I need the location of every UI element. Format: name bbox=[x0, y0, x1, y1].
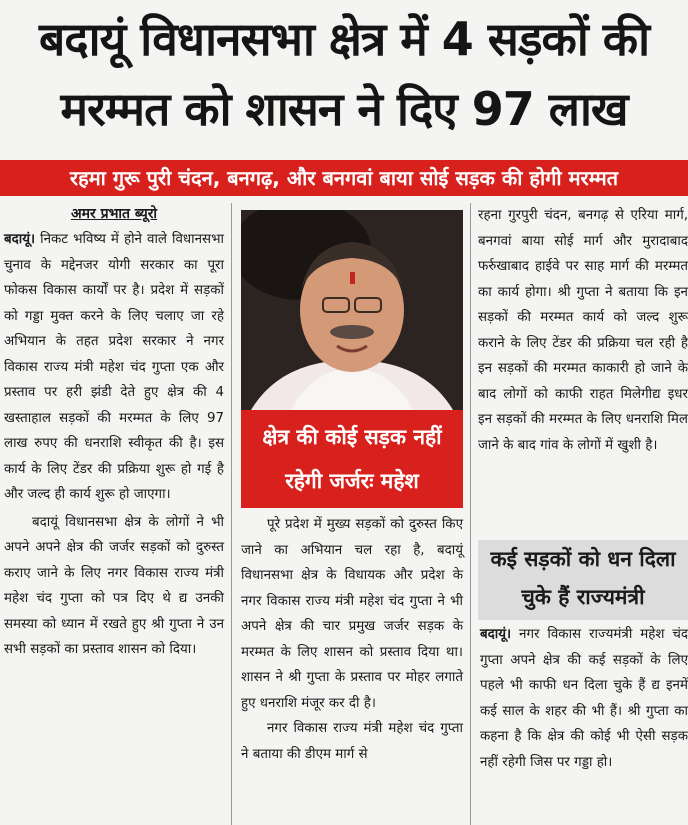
headline-line-2: मरम्मत को शासन ने दिए 97 लाख bbox=[60, 82, 628, 136]
dateline: बदायूं। bbox=[4, 232, 36, 247]
sidebox-heading-line-1: कई सड़कों को धन दिला bbox=[490, 547, 676, 571]
sidebox-heading-line-2: चुके हैं राज्यमंत्री bbox=[521, 585, 645, 609]
portrait-image bbox=[241, 210, 463, 410]
sidebox-heading bbox=[478, 540, 688, 620]
column-divider bbox=[470, 203, 471, 825]
article-column-1 bbox=[4, 203, 224, 663]
portrait-photo bbox=[241, 210, 463, 410]
headline-line-1: बदायूं विधानसभा क्षेत्र में 4 सड़कों की bbox=[38, 12, 650, 66]
headline bbox=[0, 0, 688, 150]
paragraph-text: नगर विकास राज्यमंत्री महेश चंद गुप्ता अपने क्षेत्र की कई सड़कों के लिए पहले भी काफी धन दिला चुके हैं द्य इनमें कई साल के शहर की भी हैं। श्री गुप्ता का कहना है कि क्षेत्र की कोई भी ऐसी सड़क नहीं रहेगी जिस पर गड्डा हो। bbox=[480, 627, 688, 770]
pull-quote-line-1: क्षेत्र की कोई सड़क नहीं bbox=[262, 425, 442, 449]
paragraph: पूरे प्रदेश में मुख्य सड़कों को दुरुस्त किए जाने का अभियान चल रहा है, बदायूं विधानसभा क्षेत्र के विधायक और प्रदेश के नगर विकास राज्य मंत्री महेश चंद गुप्ता ने भी अपने क्षेत्र की चार प्रमुख जर्जर सड़क के मरम्मत के लिए शासन को प्रस्ताव दिया था। शासन ने श्री गुप्ता के प्रस्ताव पर मोहर लगाते हुए धनराशि मंजूर कर दी है। bbox=[241, 517, 463, 711]
paragraph bbox=[480, 622, 688, 775]
sidebox-body bbox=[480, 622, 688, 775]
paragraph: नगर विकास राज्य मंत्री महेश चंद गुप्ता ने बताया की डीएम मार्ग से bbox=[241, 721, 463, 762]
article-column-3 bbox=[478, 203, 688, 458]
dateline: बदायूं। bbox=[480, 627, 512, 642]
paragraph: रहना गुरपुरी चंदन, बनगढ़ से एरिया मार्ग, बनगवां बाया सोई मार्ग और मुरादाबाद फर्रुखाबाद हाईवे पर साह मार्ग की मरम्मत का कार्य होगा। श्री गुप्ता ने बताया कि इन सड़कों की मरम्मत कार्य को जल्द शुरू कराने के लिए टेंडर की प्रक्रिया चल रही है इन सड़कों की मरम्मत काकारी हो जाने के बाद लोगों को काफी राहत मिलेगीद्य इधर इन सड़कों की मरम्मत के लिए धनराशि मिल जाने के बाद गांव के लोगों में खुशी है। bbox=[478, 208, 688, 453]
subheadline-bar: रहमा गुरू पुरी चंदन, बनगढ़, और बनगवां बाया सोई सड़क की होगी मरम्मत bbox=[0, 160, 688, 196]
paragraph bbox=[4, 227, 224, 508]
column-divider bbox=[231, 203, 232, 825]
paragraph-text: निकट भविष्य में होने वाले विधानसभा चुनाव के मद्देनजर योगी सरकार का पूरा फोकस विकास कार्यों पर है। प्रदेश में सड़कों को गड्डा मुक्त करने के लिए चलाए जा रहे अभियान के तहत प्रदेश सरकार ने नगर विकास राज्य मंत्री महेश चंद गुप्ता एक और प्रस्ताव पर हरी झंडी देते हुए क्षेत्र की 4 खस्ताहाल सड़कों की मरम्मत के लिए 97 लाख रुपए की धनराशि स्वीकृत की है। इस कार्य के लिए टेंडर की प्रक्रिया शुरू हो गई है और जल्द ही कार्य शुरू हो जाएगा। bbox=[4, 232, 224, 502]
pull-quote bbox=[241, 410, 463, 508]
article-column-2 bbox=[241, 512, 463, 767]
paragraph: बदायूं विधानसभा क्षेत्र के लोगों ने भी अपने अपने क्षेत्र की जर्जर सड़कों को दुरुस्त कराए जाने के लिए नगर विकास राज्य मंत्री महेश चंद गुप्ता को पत्र दिए थे द्य उनकी समस्या को ध्यान में रखते हुए श्री गुप्ता ने उन सभी सड़कों का प्रस्ताव शासन को दिया। bbox=[4, 514, 224, 657]
pull-quote-line-2: रहेगी जर्जरः महेश bbox=[285, 469, 419, 493]
byline: अमर प्रभात ब्यूरो bbox=[70, 206, 158, 222]
